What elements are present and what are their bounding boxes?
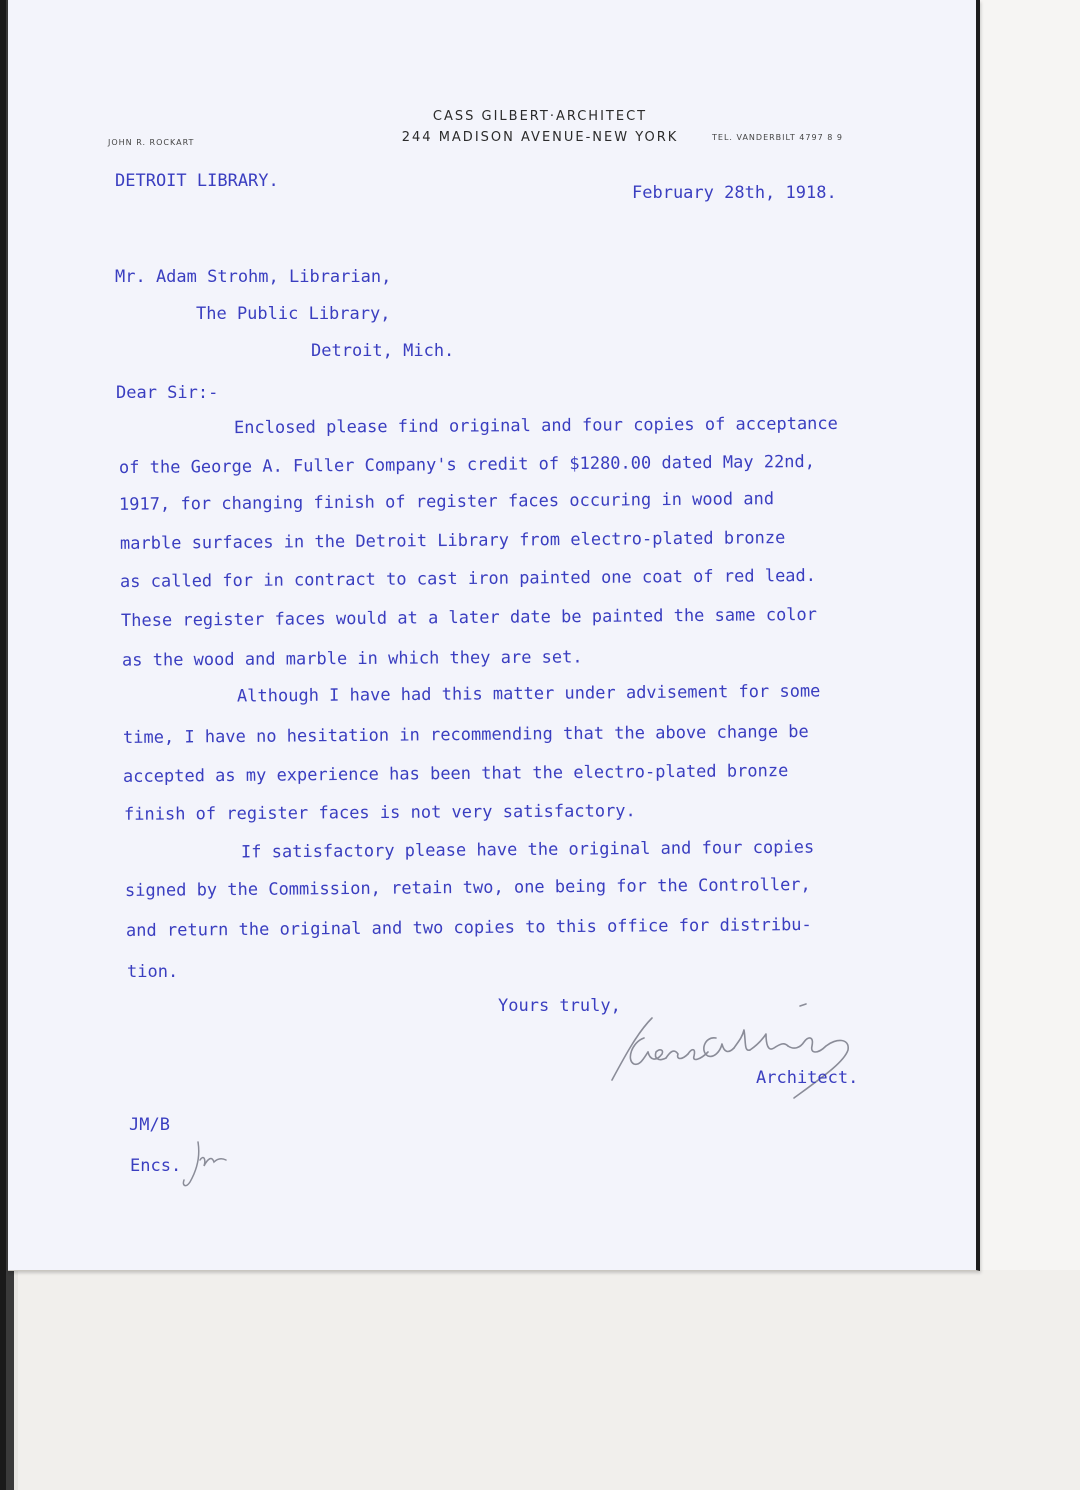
body-line: as the wood and marble in which they are set. [121,647,583,671]
body-line: These register faces would at a later date be painted the same color [120,604,818,632]
typist-initials: JM/B [129,1115,170,1135]
handwritten-initials-mark [180,1138,230,1194]
body-line: If satisfactory please have the original and four copies [240,837,815,863]
body-line: tion. [127,962,179,982]
backing-sheet [976,0,1080,1270]
body-line: marble surfaces in the Detroit Library from electro-plated bronze [119,528,786,554]
closing: Yours truly, [498,996,621,1016]
letter-date: February 28th, 1918. [632,183,837,203]
body-line: as called for in contract to cast iron painted one coat of red lead. [119,565,817,593]
recipient-name: Mr. Adam Strohm, Librarian, [115,267,392,287]
body-line: of the George A. Fuller Company's credit of $1280.00 dated May 22nd, [118,451,816,479]
body-line: finish of register faces is not very satisfactory. [123,801,636,825]
body-line: and return the original and two copies to this office for distribu- [125,915,812,941]
letterhead-firm: CASS GILBERT·ARCHITECT [432,109,648,124]
signature-title: Architect. [756,1068,859,1088]
body-line: time, I have no hesitation in recommending that the above change be [122,722,809,748]
recipient-organization: The Public Library, [196,304,391,324]
body-line: 1917, for changing finish of register faces occuring in wood and [118,489,775,515]
letterhead-associate: JOHN R. ROCKART [108,138,195,147]
enclosures-note: Encs. [130,1156,182,1176]
body-line: accepted as my experience has been that the electro-plated bronze [122,761,789,787]
salutation: Dear Sir:- [116,383,219,403]
handwritten-signature [604,1002,864,1112]
body-line: Although I have had this matter under advisement for some [236,681,821,707]
letterhead-address: 244 MADISON AVENUE-NEW YORK [401,130,679,145]
body-line: Enclosed please find original and four copies of acceptance [233,413,838,439]
body-line: signed by the Commission, retain two, one being for the Controller, [124,875,811,901]
letterhead-telephone: TEL. VANDERBILT 4797 8 9 [712,133,843,142]
recipient-city: Detroit, Mich. [311,341,455,361]
subject-line: DETROIT LIBRARY. [115,171,279,191]
